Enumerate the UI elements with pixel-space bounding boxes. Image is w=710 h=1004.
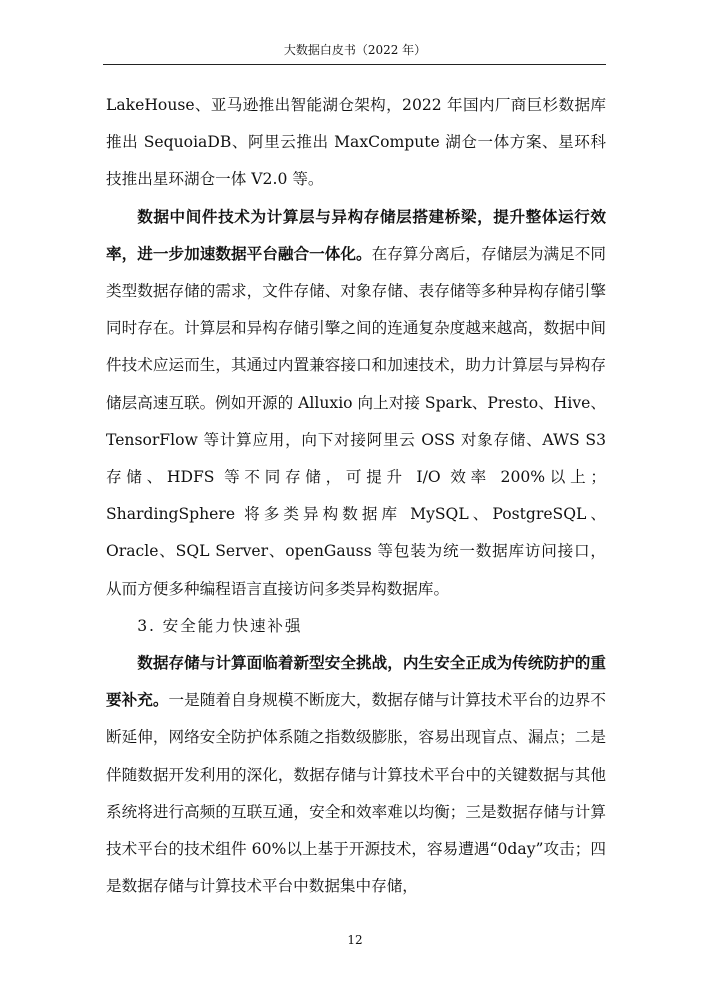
paragraph-lead-sentence: 数据中间件技术为计算层与异构存储层搭建桥梁，提升整体运行效率，进一步加速数据平台融合一体化。 bbox=[106, 207, 606, 263]
paragraph-body-text: 在存算分离后，存储层为满足不同类型数据存储的需求，文件存储、对象存储、表存储等多种异构存储引擎同时存在。计算层和异构存储引擎之间的连通复杂度越来越高，数据中间件技术应运而生，其通过内置兼容接口和加速技术，助力计算层与异构存储层高速互联。例如开源的 Alluxio 向上对接 Spark、Presto、Hive、TensorFlow 等计算应用，向下对接阿里云 OSS 对象存储、AWS S3 存储、HDFS 等不同存储，可提升 I/O 效率 200%以上；ShardingSphere 将多类异构数据库 MySQL、PostgreSQL、Oracle、SQL Server、openGauss 等包装为统一数据库访问接口，从而方便多种编程语言直接访问多类异构数据库。 bbox=[106, 244, 606, 598]
page-number: 12 bbox=[347, 933, 363, 947]
paragraph-continuation: LakeHouse、亚马逊推出智能湖仓架构，2022 年国内厂商巨杉数据库推出 SequoiaDB、阿里云推出 MaxCompute 湖仓一体方案、星环科技推出星环湖仓一体 V2.0 等。 bbox=[106, 96, 606, 189]
paragraph-data-middleware bbox=[106, 199, 606, 608]
document-body bbox=[106, 87, 606, 905]
paragraph-security bbox=[106, 645, 606, 905]
page-header: 大数据白皮书（2022 年） bbox=[283, 43, 427, 57]
header-rule bbox=[103, 64, 606, 65]
paragraph-lead-sentence: 数据存储与计算面临着新型安全挑战，内生安全正成为传统防护的重要补充。 bbox=[106, 654, 606, 710]
section-heading: 3. 安全能力快速补强 bbox=[137, 616, 303, 635]
paragraph-body-text: 一是随着自身规模不断庞大，数据存储与计算技术平台的边界不断延伸，网络安全防护体系随之指数级膨胀，容易出现盲点、漏点；二是伴随数据开发利用的深化，数据存储与计算技术平台中的关键数据与其他系统将进行高频的互联互通，安全和效率难以均衡；三是数据存储与计算技术平台的技术组件 60%以上基于开源技术，容易遭遇“0day”攻击；四是数据存储与计算技术平台中数据集中存储， bbox=[106, 691, 606, 896]
